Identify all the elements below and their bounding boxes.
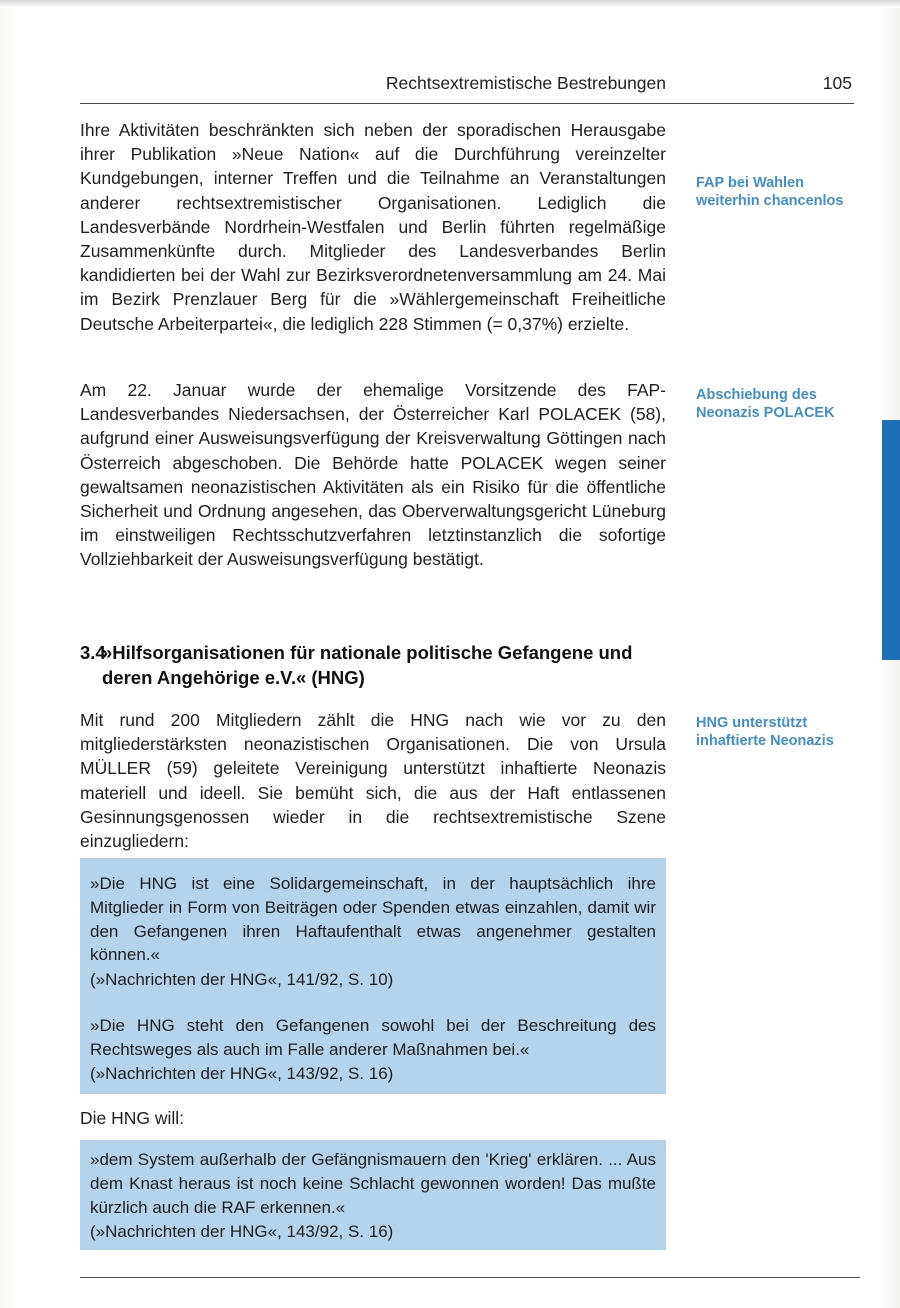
page-number: 105 xyxy=(822,73,852,93)
quote-2-text: »Die HNG steht den Gefangenen sowohl bei der Beschreitung des Rechtsweges als auch im Falle anderer Maßnahmen bei.« xyxy=(90,1016,656,1059)
section-title-line2: deren Angehörige e.V.« (HNG) xyxy=(102,667,365,688)
running-head-title: Rechtsextremistische Bestrebungen xyxy=(385,73,666,93)
section-heading-hng xyxy=(80,640,680,690)
footer-rule xyxy=(80,1277,860,1278)
header-rule xyxy=(80,103,854,104)
quote-1-text: »Die HNG ist eine Solidargemeinschaft, in der hauptsächlich ihre Mitglieder in Form von Beiträgen oder Spenden etwas einzahlen, damit wir den Gefangenen ihren Haftaufenthalt etwas angenehmer gestalten können.« xyxy=(90,874,656,965)
scan-top-edge xyxy=(0,0,900,8)
quote-3-text: »dem System außerhalb der Gefängnismauern den 'Krieg' erklären. ... Aus dem Knast heraus ist noch keine Schlacht gewonnen worden! Das mußte kürzlich auch die RAF erkennen.« xyxy=(90,1150,656,1217)
paragraph-polacek: Am 22. Januar wurde der ehemalige Vorsitzende des FAP-Landesverbandes Niedersachsen, der Österreicher Karl POLACEK (58), aufgrund einer Ausweisungsverfügung der Kreisverwaltung Göttingen nach Österreich abgeschoben. Die Behörde hatte POLACEK wegen seiner gewaltsamen neonazistischen Aktivitäten als ein Risiko für die öffentliche Sicherheit und Ordnung angesehen, das Oberverwaltungsgericht Lüneburg im einstweiligen Rechtsschutzverfahren letztinstanzlich die sofortige Vollziehbarkeit der Ausweisungsverfügung bestätigt. xyxy=(80,380,666,570)
paragraph-fap: Ihre Aktivitäten beschränkten sich neben der sporadischen Herausgabe ihrer Publikation »Neue Nation« auf die Durchführung vereinzelter Kundgebungen, interner Treffen und die Teilnahme an Veranstaltungen anderer rechtsextremistischer Organisationen. Lediglich die Landesverbände Nordrhein-Westfalen und Berlin führten regelmäßige Zusammenkünfte durch. Mitglieder des Landesverbandes Berlin kandidierten bei der Wahl zur Bezirksverordnetenversammlung am 24. Mai im Bezirk Prenzlauer Berg für die »Wählergemeinschaft Freiheitliche Deutsche Arbeiterpartei«, die lediglich 228 Stimmen (= 0,37%) erzielte. xyxy=(80,120,666,334)
paragraph-hng-will: Die HNG will: xyxy=(80,1108,185,1128)
section-number: 3.4 xyxy=(80,642,106,663)
paragraph-hng-intro: Mit rund 200 Mitgliedern zählt die HNG nach wie vor zu den mitgliederstärksten neonazistischen Organisationen. Die von Ursula MÜLLER (59) geleitete Vereinigung unterstützt inhaftierte Neonazis materiell und ideell. Sie bemüht sich, die aus der Haft entlassenen Gesinnungsgenossen wieder in die rechtsextremistische Szene einzugliedern: xyxy=(80,710,666,852)
margin-note-hng: HNG unterstützt inhaftierte Neonazis xyxy=(696,715,834,749)
quote-box-2 xyxy=(80,1140,666,1250)
margin-note-polacek: Abschiebung des Neonazis POLACEK xyxy=(696,387,835,421)
quote-box-1 xyxy=(80,858,666,1094)
quote-1-source: (»Nachrichten der HNG«, 141/92, S. 10) xyxy=(90,970,394,989)
section-title-line1: »Hilfsorganisationen für nationale politische Gefangene und xyxy=(102,642,633,663)
quote-3-source: (»Nachrichten der HNG«, 143/92, S. 16) xyxy=(90,1222,394,1241)
chapter-side-tab xyxy=(882,420,900,660)
margin-note-fap: FAP bei Wahlen weiterhin chancenlos xyxy=(696,175,844,209)
quote-2-source: (»Nachrichten der HNG«, 143/92, S. 16) xyxy=(90,1064,394,1083)
